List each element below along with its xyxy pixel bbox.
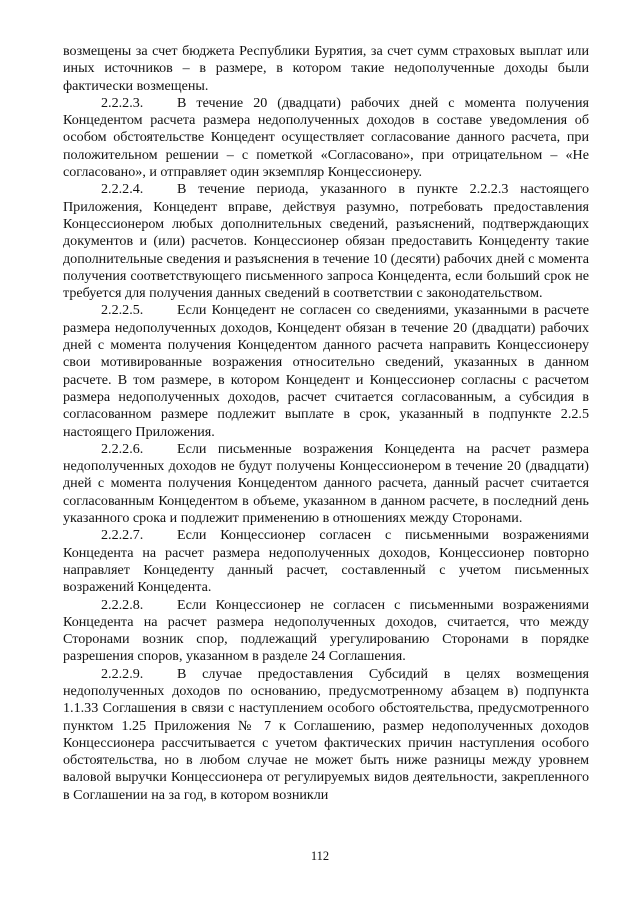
clause-text: Если Концессионер согласен с письменными возражениями Концедента на расчет размера недополученных доходов, Концессионер повторно направляет Концеденту данный расчет, составленный с учетом письменных возражений Концедента.	[63, 527, 589, 596]
clause-number: 2.2.2.9.	[101, 665, 144, 682]
clause-number: 2.2.2.5.	[101, 302, 144, 319]
clause-number: 2.2.2.3.	[101, 94, 144, 111]
clause-text: Если Концедент не согласен со сведениями, указанными в расчете размера недополученных доходов, Концедент обязан в течение 20 (двадцати) рабочих дней с момента получения Концедентом данного расчета направить Концессионеру свои мотивированные возражения относительно сведений, указанных в данном расчете. В том размере, в котором Концедент и Концессионер согласны с расчетом размера недополученных доходов, расчет считается согласованным, а субсидия в согласованном размере подлежит выплате в срок, указанный в подпункте 2.2.5 настоящего Приложения.	[63, 302, 589, 440]
clause-2-2-2-8	[63, 597, 589, 666]
clause-number: 2.2.2.4.	[101, 181, 144, 198]
clause-2-2-2-5	[63, 302, 589, 440]
clause-text: Если письменные возражения Концедента на расчет размера недополученных доходов не будут получены Концессионером в течение 20 (двадцати) дней с момента получения Концедентом данного расчета, данный расчет считается согласованным Концедентом в объеме, указанном в данном расчете, в последний день указанного срока и подлежит применению в отношениях между Сторонами.	[63, 440, 589, 527]
clause-text: В течение периода, указанного в пункте 2.2.2.3 настоящего Приложения, Концедент вправе, действуя разумно, потребовать предоставления Концессионером любых дополнительных сведений, разъяснений, подтверждающих документов и (или) расчетов. Концессионер обязан предоставить Концеденту такие дополнительные сведения и разъяснения в течение 10 (десяти) рабочих дней с момента получения соответствующего письменного запроса Концедента, если больший срок не требуется для получения данных сведений в соответствии с законодательством.	[63, 181, 589, 302]
clause-text: В случае предоставления Субсидий в целях возмещения недополученных доходов по основанию, предусмотренному абзацем в) подпункта 1.1.33 Соглашения в связи с наступлением особого обстоятельства, предусмотренного пунктом 1.25 Приложения № 7 к Соглашению, размер недополученных доходов Концессионера рассчитывается с учетом фактических причин наступления особого обстоятельства, но в любом случае не может быть ниже разницы между уровнем валовой выручки Концессионера от регулируемых видов деятельности, закрепленного в Соглашении на за год, в котором возникли	[63, 665, 589, 803]
intro-paragraph: возмещены за счет бюджета Республики Бурятия, за счет сумм страховых выплат или иных источников – в размере, в котором такие недополученные доходы были фактически возмещены.	[63, 43, 589, 94]
clause-2-2-2-9	[63, 666, 589, 804]
clause-2-2-2-3	[63, 95, 589, 181]
clause-number: 2.2.2.8.	[101, 596, 144, 613]
clause-number: 2.2.2.7.	[101, 527, 144, 544]
page-number: 112	[310, 849, 330, 863]
clause-text: В течение 20 (двадцати) рабочих дней с момента получения Концедентом расчета размера недополученных доходов в составе уведомления об особом обстоятельстве Концедент осуществляет согласование данного расчета, при положительном решении – с пометкой «Согласовано», при отрицательном – «Не согласовано», и отправляет один экземпляр Концессионеру.	[63, 94, 589, 181]
clause-2-2-2-4	[63, 181, 589, 302]
clause-text: Если Концессионер не согласен с письменными возражениями Концедента на расчет размера недополученных доходов, считается, что между Сторонами возник спор, подлежащий урегулированию Сторонами в порядке разрешения споров, указанном в разделе 24 Соглашения.	[63, 596, 589, 665]
clause-2-2-2-6	[63, 441, 589, 527]
document-body	[63, 43, 589, 804]
clause-2-2-2-7	[63, 527, 589, 596]
clause-number: 2.2.2.6.	[101, 440, 144, 457]
